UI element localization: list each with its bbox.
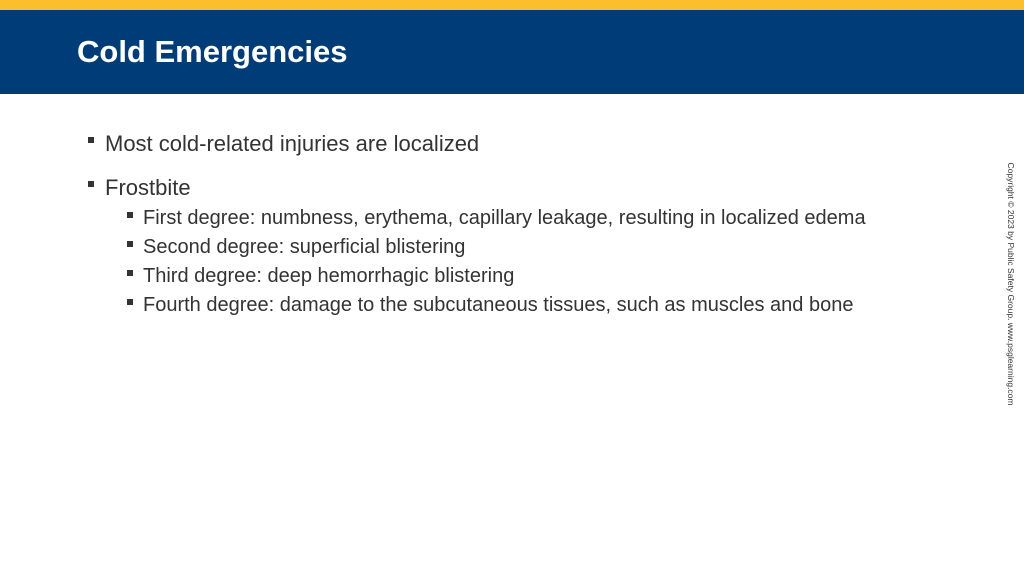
sub-bullet-item bbox=[143, 234, 465, 260]
square-bullet-icon bbox=[127, 299, 133, 305]
sub-bullet-text: First degree: numbness, erythema, capillary leakage, resulting in localized edema bbox=[143, 207, 866, 229]
square-bullet-icon bbox=[127, 241, 133, 247]
square-bullet-icon bbox=[127, 270, 133, 276]
sub-bullet-text: Second degree: superficial blistering bbox=[143, 236, 466, 258]
bullet-item bbox=[105, 174, 191, 202]
bullet-text: Frostbite bbox=[105, 175, 191, 200]
square-bullet-icon bbox=[127, 212, 133, 218]
square-bullet-icon bbox=[88, 137, 94, 143]
sub-bullet-item bbox=[143, 205, 866, 231]
bullet-item bbox=[105, 130, 479, 158]
slide-title: Cold Emergencies bbox=[77, 34, 348, 69]
sub-bullet-text: Third degree: deep hemorrhagic blistering bbox=[143, 265, 515, 287]
sub-bullet-item bbox=[143, 263, 514, 289]
copyright-notice: Copyright © 2023 by Public Safety Group. www.psglearning.com bbox=[1006, 162, 1016, 406]
sub-bullet-item bbox=[143, 292, 853, 318]
bullet-text: Most cold-related injuries are localized bbox=[105, 131, 480, 156]
sub-bullet-text: Fourth degree: damage to the subcutaneous tissues, such as muscles and bone bbox=[143, 294, 854, 316]
square-bullet-icon bbox=[88, 181, 94, 187]
